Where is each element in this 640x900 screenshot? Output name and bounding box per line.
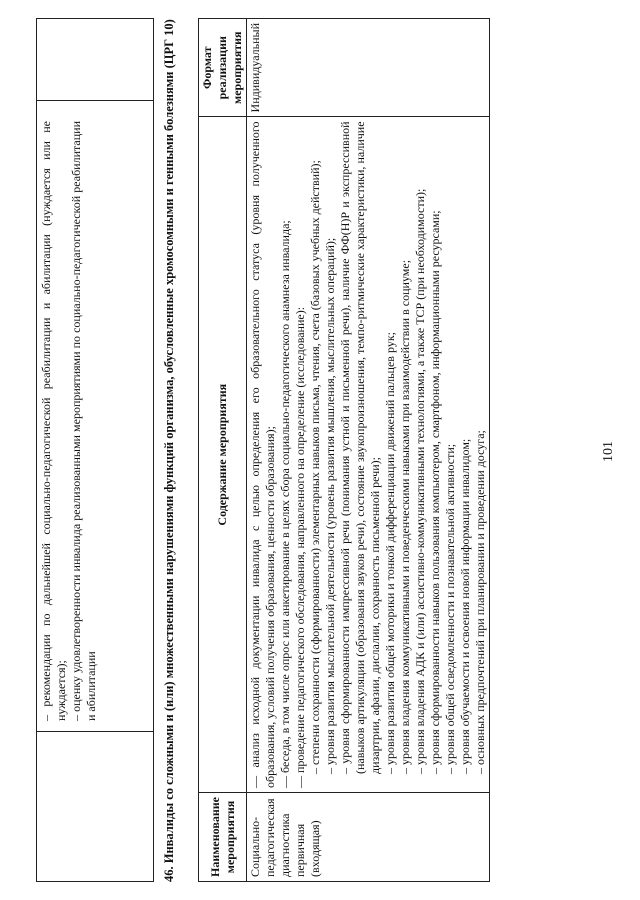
header-format: Формат реализации мероприятия <box>199 19 247 117</box>
text-line: – рекомендации по дальнейшей социально-педагогической реабилитации и абилитации (нуждается или не нуждается); <box>39 121 68 721</box>
cell-measure-format: Индивидуальный <box>247 19 490 117</box>
list-item: – основных предпочтений при планировании и проведении досуга; <box>473 430 487 774</box>
list-item: – уровня сформированности импрессивной речи (понимания устной и письменной речи), наличие ФФ(Н)Р и экспрессивной (навыков артикуляции (образования звуков речи), состояние звукопроизношения, темпо-ритмические характеристики, наличие дизартрии, афазии, дислалии, сохранность письменной речи); <box>338 121 382 774</box>
list-item: – уровня развития общей моторики и тонкой дифференциации движений пальцев рук; <box>383 332 397 774</box>
table-header-row <box>199 19 247 882</box>
page-number: 101 <box>601 441 616 462</box>
text-line: – оценку удовлетворенности инвалида реализованными мероприятиями по социально-педагогической реабилитации и абилитации <box>69 121 98 721</box>
list-item: – уровня общей осведомленности и познавательной активности; <box>443 443 457 774</box>
list-item: — проведение педагогического обследования, направленного на определение (исследование): <box>293 306 307 788</box>
cell-measure-name: Социально-педагогическая диагностика первичная (входящая) <box>247 793 490 882</box>
measures-table <box>198 18 490 882</box>
table-row <box>247 19 490 882</box>
header-name: Наименование мероприятия <box>199 793 247 882</box>
section-heading: 46. Инвалиды со сложными и (или) множественными нарушениями функций организма, обусловленные хромосомными и генными болезнями (ЦРГ 10) <box>162 19 176 882</box>
previous-table-text <box>39 121 99 721</box>
header-content: Содержание мероприятия <box>199 117 247 793</box>
list-item: – уровня обучаемости и освоения новой информации инвалидом; <box>458 438 472 774</box>
list-item: – уровня развития мыслительной деятельности (уровень развития мышления, мыслительных операций); <box>323 237 337 774</box>
list-item: – уровня сформированности навыков пользования компьютером, смартфоном, информационными ресурсами; <box>428 210 442 774</box>
previous-table-continuation <box>36 18 154 882</box>
column-divider <box>37 731 153 732</box>
cell-measure-content <box>247 117 490 793</box>
column-divider <box>37 100 153 101</box>
list-item: – степени сохранности (сформированности) элементарных навыков письма, чтения, счета (базовых учебных действий); <box>308 160 322 774</box>
list-item: — анализ исходной документации инвалида с целью определения его образовательного статуса (уровня полученного образования, условий получения образования, ценности образования); <box>248 121 277 788</box>
list-item: – уровня владения АДК и (или) ассистивно-коммуникативными технологиями, а также ТСР (при необходимости); <box>413 188 427 774</box>
list-item: – уровня владения коммуникативными и поведенческими навыками при взаимодействии в социуме; <box>398 259 412 774</box>
list-item: — беседа, в том числе опрос или анкетирование в целях сбора социально-педагогического анамнеза инвалида; <box>278 220 292 788</box>
